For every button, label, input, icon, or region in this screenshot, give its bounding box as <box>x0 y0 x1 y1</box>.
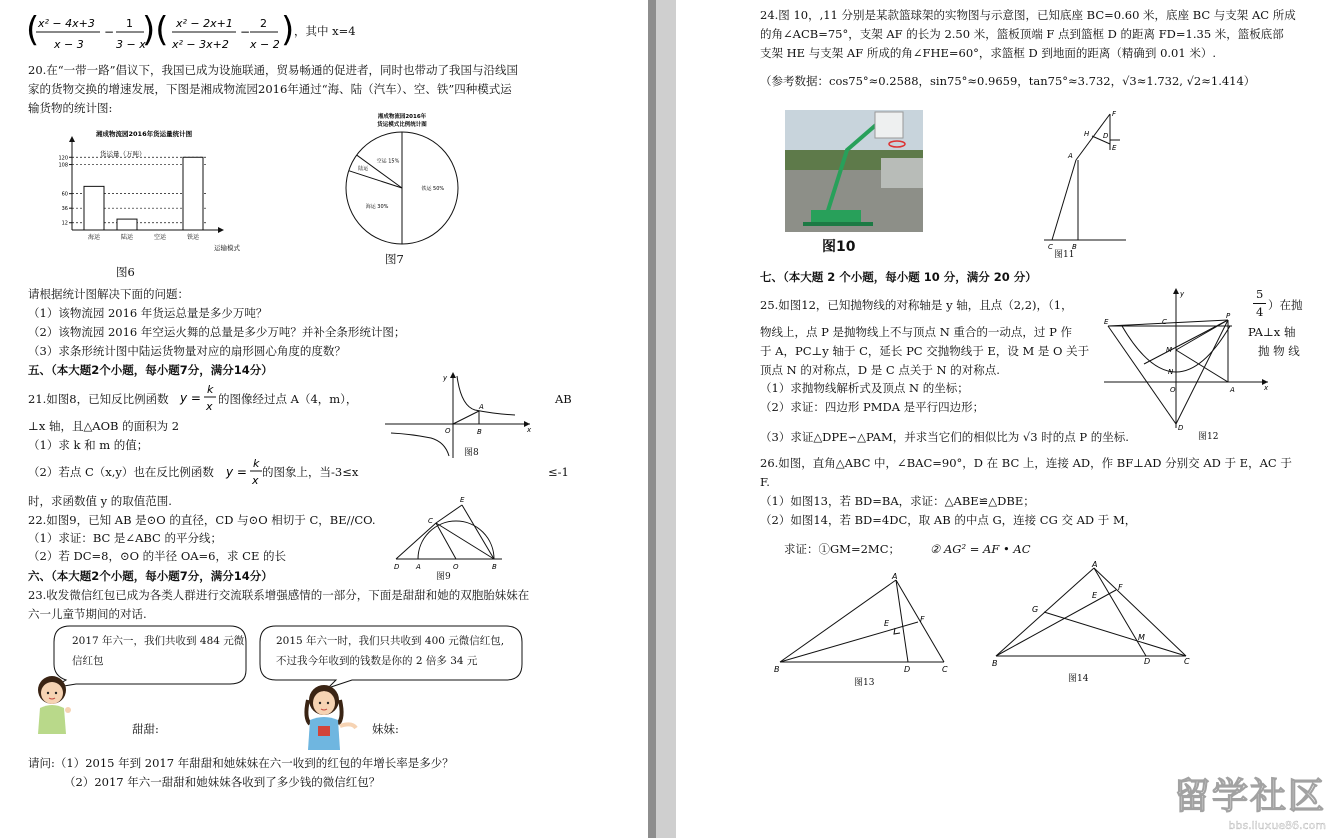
svg-text:F: F <box>1112 110 1117 118</box>
svg-text:x: x <box>206 400 213 413</box>
svg-text:x² − 3x+2: x² − 3x+2 <box>172 38 229 51</box>
q23-ask2: （2）2017 年六一甜甜和她妹妹各收到了多少钱的微信红包？ <box>64 775 381 789</box>
fig7-pie-chart <box>340 110 465 250</box>
q23-ask1: 请问:（1）2015 年到 2017 年甜甜和她妹妹在六一收到的红包的年增长率是多少？ <box>28 756 454 770</box>
bar-3 <box>183 157 203 230</box>
bar-chart-category-label: 空运 <box>153 234 167 241</box>
fig10-basketball-photo <box>785 110 923 232</box>
svg-text:B: B <box>492 563 497 571</box>
svg-text:B: B <box>477 428 482 436</box>
svg-text:x − 3: x − 3 <box>54 38 84 51</box>
q21-sub2-c: ≤-1 <box>548 465 569 479</box>
svg-text:N: N <box>1168 368 1174 376</box>
q26-sub2: （2）如图14，若 BD=4DC，取 AB 的中点 G，连接 CG 交 AD 于 M， <box>760 513 1137 527</box>
bar-chart-y-arrow <box>69 136 75 142</box>
svg-text:A: A <box>479 403 484 411</box>
q20-sub3: （3）求条形统计图中陆运货物量对应的扇形圆心角度的度数？ <box>28 344 346 358</box>
fig9-semicircle <box>390 493 510 573</box>
svg-text:1: 1 <box>126 17 133 30</box>
q25-line4: 顶点 N 的对称点，D 是 C 点关于 N 的对称点. <box>760 363 1000 377</box>
svg-text:y =: y = <box>226 465 247 479</box>
q25-sub2: （2）求证：四边形 PMDA 是平行四边形； <box>760 400 985 414</box>
q22-line1: 22.如图9，已知 AB 是⊙O 的直径，CD 与⊙O 相切于 C，BE//CO. <box>28 513 376 527</box>
q24-reference-data: （参考数据：cos75°≈0.2588，sin75°≈0.9659，tan75°≈3.732，√3≈1.732, √2≈1.414） <box>760 74 1256 88</box>
svg-text:k: k <box>207 383 214 396</box>
svg-text:E: E <box>1092 591 1098 600</box>
svg-text:−: − <box>240 25 251 39</box>
q21-sub2: （2）若点 C（x,y）也在反比例函数 <box>28 465 214 479</box>
bar-chart-category-label: 海运 <box>87 234 101 241</box>
bar-chart-y-tick-label: 108 <box>58 162 68 169</box>
bubble2-line2: 不过我今年收到的钱数是你的 2 倍多 34 元 <box>276 655 478 667</box>
svg-text:−: − <box>104 25 115 39</box>
bar-1 <box>117 219 137 230</box>
bar-chart-x-arrow <box>218 227 224 233</box>
q25-frac-den: 4 <box>1256 305 1264 319</box>
svg-text:M: M <box>1166 346 1173 354</box>
girl-tiantian-icon <box>34 674 74 736</box>
right-paren <box>281 8 295 54</box>
svg-text:A: A <box>416 563 421 571</box>
bar-chart-y-tick-label: 120 <box>58 155 68 162</box>
fig12-caption: 图12 <box>1198 432 1219 442</box>
svg-text:D: D <box>394 563 400 571</box>
fig11-basketball-diagram <box>1040 108 1130 250</box>
q20-line2: 家的货物交换的增速发展，下图是湘成物流园2016年通过“海、陆（汽车）、空、铁”四种模式运 <box>28 82 512 96</box>
bar-chart-y-tick-label: 36 <box>61 206 68 213</box>
q20-sub2: （2）该物流园 2016 年空运火舞的总量是多少万吨？并补全条形统计图； <box>28 325 406 339</box>
fig12-parabola <box>1104 288 1270 432</box>
svg-text:A: A <box>1092 560 1098 569</box>
q24-line3: 支架 HE 与支架 AF 所成的角∠FHE=60°，求篮框 D 到地面的距离（精确到 0.01 米）. <box>760 46 1216 60</box>
q24-line1: 24.图 10，,11 分别是某款篮球架的实物图与示意图，已知底座 BC=0.60 米，底座 BC 与支架 AC 所成 <box>760 8 1296 22</box>
watermark <box>1174 768 1326 832</box>
svg-text:D: D <box>1178 424 1184 432</box>
fig13-caption: 图13 <box>854 678 875 688</box>
fraction-expression <box>26 8 286 54</box>
svg-text:G: G <box>1032 605 1039 614</box>
section-7-heading: 七、（本大题 2 个小题，每小题 10 分，满分 20 分） <box>760 270 1037 284</box>
svg-text:x: x <box>252 474 259 487</box>
svg-text:F: F <box>920 615 925 624</box>
svg-text:H: H <box>1084 130 1090 138</box>
q25-line3-b: 抛 物 线 <box>1258 344 1300 358</box>
q23-line2: 六一儿童节期间的对话. <box>28 607 147 621</box>
svg-text:(: ( <box>26 10 40 50</box>
q25-sub1: （1）求抛物线解析式及顶点 N 的坐标； <box>760 381 969 395</box>
speaker-sister: 妹妹: <box>372 722 399 736</box>
bubble2-line1: 2015 年六一时，我们只共收到 400 元微信红包, <box>276 635 505 647</box>
svg-text:F: F <box>1118 583 1123 592</box>
fig14-triangle <box>990 560 1190 670</box>
q23-line1: 23.收发微信红包已成为各类人群进行交流联系增强感情的一部分，下面是甜甜和她的双胞胎妹妹在 <box>28 588 530 602</box>
speaker-tiantian: 甜甜: <box>132 722 159 736</box>
fig9-caption: 图9 <box>436 572 451 582</box>
q21-intro-b: 的图像经过点 A（4，m）， <box>218 392 358 406</box>
q25-frac-num: 5 <box>1256 287 1264 301</box>
svg-text:B: B <box>992 659 998 668</box>
svg-text:C: C <box>1184 657 1190 666</box>
bar-chart-title: 湘成物流园2016年货运量统计图 <box>96 130 193 138</box>
svg-text:y: y <box>443 374 448 382</box>
q26-sub1: （1）如图13，若 BD=BA，求证：△ABE≌△DBE； <box>760 494 1035 508</box>
q21-intro: 21.如图8，已知反比例函数 <box>28 392 169 406</box>
q25-line2: 物线上，点 P 是抛物线上不与顶点 N 重合的一动点，过 P 作 <box>760 325 1072 339</box>
fig14-caption: 图14 <box>1068 674 1089 684</box>
svg-text:P: P <box>1226 312 1231 320</box>
fig8-caption: 图8 <box>464 448 479 458</box>
page-gutter-shadow <box>648 0 656 838</box>
svg-text:O: O <box>1170 386 1176 394</box>
q21-sub2-b: 的图象上，当-3≤x <box>262 465 359 479</box>
watermark-brand: 留学社区 <box>1173 776 1326 817</box>
svg-text:x² − 4x+3: x² − 4x+3 <box>38 17 95 30</box>
q20-sub1: （1）该物流园 2016 年货运总量是多少万吨？ <box>28 306 268 320</box>
fig11-caption: 图11 <box>1054 250 1075 260</box>
svg-text:C: C <box>428 517 433 525</box>
svg-text:D: D <box>1144 657 1151 666</box>
bar-chart-ylabel: 货运量（万吨） <box>100 150 146 158</box>
q20-line1: 20.在“一带一路”倡议下，我国已成为设施联通，贸易畅通的促进者，同时也带动了我国与沿线国 <box>28 63 519 77</box>
pie-slice-label: 陆运 <box>358 166 369 173</box>
svg-text:B: B <box>1072 243 1077 251</box>
q26-prove2: ② AG² = AF • AC <box>930 542 1031 556</box>
svg-text:B: B <box>774 665 780 674</box>
svg-text:): ) <box>281 10 295 50</box>
q22-sub2: （2）若 DC=8，⊙O 的半径 OA=6，求 CE 的长 <box>28 549 287 563</box>
svg-text:C: C <box>1162 318 1167 326</box>
svg-text:x² − 2x+1: x² − 2x+1 <box>176 17 233 30</box>
svg-text:C: C <box>1048 243 1053 251</box>
q26-line2: F. <box>760 475 770 489</box>
fig13-triangle <box>768 570 958 678</box>
pie-chart-title-1: 湘成物流园2016年 <box>377 114 427 120</box>
q25-sub3: （3）求证△DPE∽△PAM，并求当它们的相似比为 √3 时的点 P 的坐标. <box>760 430 1129 444</box>
q20-line3: 输货物的统计图: <box>28 101 113 115</box>
q21-function <box>180 380 220 416</box>
expression-condition: ，其中 x=4 <box>294 24 356 38</box>
fig6-bar-chart <box>50 126 250 256</box>
svg-text:x: x <box>1264 384 1269 392</box>
q20-prompt: 请根据统计图解决下面的问题： <box>28 287 189 301</box>
fig7-caption: 图7 <box>385 252 404 266</box>
q21-line4: 时，求函数值 y 的取值范围. <box>28 494 172 508</box>
bar-0 <box>84 186 104 230</box>
section-6-heading: 六、（本大题2个小题，每小题7分，满分14分） <box>28 569 273 583</box>
svg-text:D: D <box>1103 132 1109 140</box>
q22-sub1: （1）求证：BC 是∠ABC 的平分线； <box>28 531 222 545</box>
svg-text:y: y <box>1180 290 1185 298</box>
svg-text:x: x <box>527 426 532 434</box>
bubble1-line1: 2017 年六一，我们共收到 484 元微 <box>72 635 245 647</box>
bar-chart-y-tick-label: 60 <box>61 191 68 198</box>
q21-line2: ⊥x 轴，且△AOB 的面积为 2 <box>28 419 180 433</box>
q25-after-frac: ）在抛 <box>1268 298 1303 312</box>
fig6-caption: 图6 <box>116 265 135 279</box>
svg-text:A: A <box>1068 152 1073 160</box>
pie-chart-title-2: 货运模式比例统计图 <box>377 122 427 128</box>
q21-function-2 <box>226 454 266 490</box>
svg-text:A: A <box>1230 386 1235 394</box>
svg-text:A: A <box>892 572 898 581</box>
bar-chart-category-label: 铁运 <box>186 234 200 241</box>
pie-slice-label: 海运 30% <box>365 204 389 211</box>
svg-text:E: E <box>1112 144 1117 152</box>
svg-text:3 − x: 3 − x <box>116 38 146 51</box>
svg-text:M: M <box>1138 633 1145 642</box>
bubble1-line2: 信红包 <box>72 655 104 667</box>
svg-text:)(: )( <box>142 10 169 50</box>
bar-chart-y-tick-label: 12 <box>61 220 68 227</box>
svg-text:O: O <box>453 563 459 571</box>
page-gutter <box>656 0 676 838</box>
girl-sister-icon <box>296 682 360 752</box>
svg-text:E: E <box>1104 318 1109 326</box>
svg-text:O: O <box>445 427 451 435</box>
q21-sub1: （1）求 k 和 m 的值； <box>28 438 149 452</box>
q25-line1: 25.如图12，已知抛物线的对称轴是 y 轴，且点（2,2)，（1， <box>760 298 1073 312</box>
q24-line2: 的角∠ACB=75°，支架 AF 的长为 2.50 米，篮板顶端 F 点到篮框 D 的距离 FD=1.35 米，篮板底部 <box>760 27 1284 41</box>
fig10-caption: 图10 <box>822 239 856 255</box>
bar-chart-xlabel: 运输模式 <box>214 244 240 252</box>
q21-ab: AB <box>555 392 572 406</box>
q25-line2-b: PA⊥x 轴 <box>1248 325 1296 339</box>
svg-text:2: 2 <box>260 17 267 30</box>
pie-slice-label: 铁运 50% <box>421 186 445 192</box>
q26-prove1: 求证：①GM=2MC； <box>784 542 900 556</box>
svg-text:D: D <box>904 665 911 674</box>
svg-text:x − 2: x − 2 <box>250 38 280 51</box>
left-page <box>0 0 648 838</box>
svg-text:k: k <box>253 457 260 470</box>
fig8-hyperbola <box>385 370 535 460</box>
watermark-url: bbs.liuxue86.com <box>1228 819 1326 832</box>
pie-slice-label: 空运 15% <box>376 158 400 165</box>
svg-text:E: E <box>884 619 890 628</box>
section-5-heading: 五、（本大题2个小题，每小题7分，满分14分） <box>28 363 273 377</box>
svg-text:y =: y = <box>180 391 201 405</box>
svg-text:E: E <box>460 496 465 504</box>
q25-line3: 于 A，PC⊥y 轴于 C，延长 PC 交抛物线于 E，设 M 是 O 关于 <box>760 344 1090 358</box>
svg-text:C: C <box>942 665 948 674</box>
q26-line1: 26.如图，直角△ABC 中，∠BAC=90°，D 在 BC 上，连接 AD，作 BF⊥AD 分别交 AD 于 E，AC 于 <box>760 456 1292 470</box>
bar-chart-category-label: 陆运 <box>120 234 134 241</box>
